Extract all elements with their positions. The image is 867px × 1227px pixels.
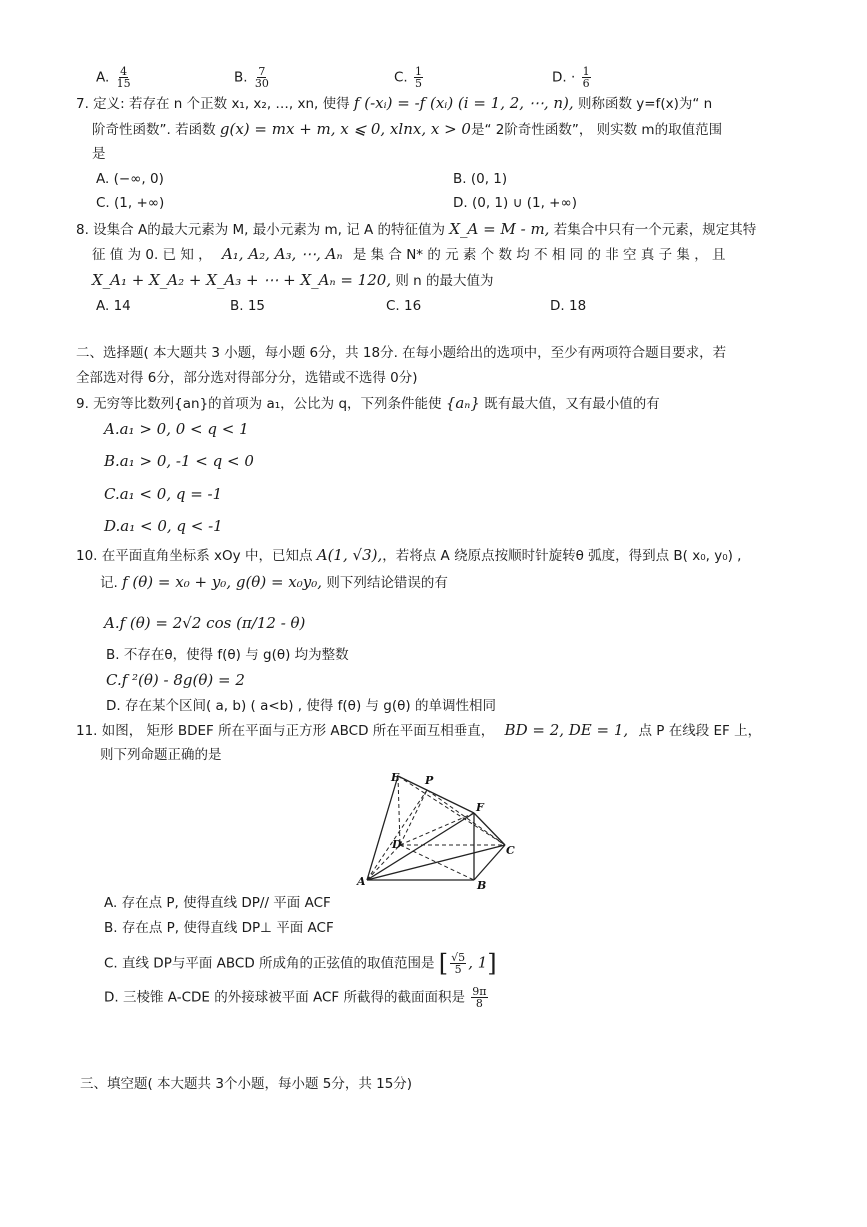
q8-option-b: B. 15 [230,298,266,314]
q8-line1: 8. 设集合 A的最大元素为 M, 最小元素为 m, 记 A 的特征值为 X_A = M - m, 若集合中只有一个元素，规定其特 [76,220,757,238]
q7-option-d: D. (0, 1) ∪ (1, +∞) [453,195,577,211]
q9-option-c: C.a₁ < 0, q = -1 [104,485,223,503]
q6-option-b: B. $\frac{7}{30}$ [234,65,269,90]
edge-ed [398,776,400,845]
label-b: B [477,879,487,890]
q6-c-fraction: $\frac{1}{5}$ [415,65,423,90]
q11-line2: 则下列命题正确的是 [100,747,222,763]
edge-ac [367,845,505,880]
q10-option-b: B. 不存在θ，使得 f(θ) 与 g(θ) 均为整数 [106,647,349,663]
geometry-figure [355,768,525,890]
q7-line2: 阶奇性函数”. 若函数 g(x) = mx + m, x ⩽ 0, xlnx, x > 0是“ 2阶奇性函数”， 则实数 m的取值范围 [92,120,723,138]
q10-line2: 记. f (θ) = x₀ + y₀, g(θ) = x₀y₀, 则下列结论错误的有 [100,573,448,591]
edge-fc [474,813,505,845]
q7-option-b: B. (0, 1) [453,171,508,187]
edge-bc [474,845,505,880]
label-a: A [357,875,366,888]
q7-line3: 是 [92,146,106,162]
label-p: P [425,774,434,787]
q9-option-a: A.a₁ > 0, 0 < q < 1 [104,420,249,438]
q11-line1: 11. 如图， 矩形 BDEF 所在平面与正方形 ABCD 所在平面互相垂直， BD = 2, DE = 1, 点 P 在线段 EF 上， [76,721,762,739]
q11-option-d: D. 三棱锥 A-CDE 的外接球被平面 ACF 所截得的截面面积是 $\frac{9\pi}{8}$ [104,985,487,1010]
q11-option-a: A. 存在点 P, 使得直线 DP// 平面 ACF [104,895,331,911]
q7-option-c: C. (1, +∞) [96,195,165,211]
edge-ae [367,776,398,880]
q9-option-b: B.a₁ > 0, -1 < q < 0 [104,452,254,470]
edge-dp [400,790,427,845]
q6-a-fraction: $\frac{4}{15}$ [116,65,131,90]
label-f: F [476,801,484,814]
q8-option-a: A. 14 [96,298,131,314]
q10-line1: 10. 在平面直角坐标系 xOy 中，已知点 A(1, √3),，若将点 A 绕原点按顺时针旋转θ 弧度，得到点 B( x₀, y₀) , [76,546,742,564]
edge-ec [398,776,505,845]
q8-line3: X_A₁ + X_A₂ + X_A₃ + ⋯ + X_Aₙ = 120, 则 n 的最大值为 [92,271,494,289]
q10-option-d: D. 存在某个区间( a, b) ( a<b) , 使得 f(θ) 与 g(θ) 的单调性相同 [106,698,496,714]
section2-heading-line2: 全部选对得 6分，部分选对得部分分，选错或不选得 0分) [76,370,418,386]
q10-option-a: A.f (θ) = 2√2 cos (π/12 - θ) [104,614,306,632]
section2-heading-line1: 二、选择题( 本大题共 3 小题，每小题 6分，共 18分. 在每小题给出的选项中，至少有两项符合题目要求，若 [76,345,727,361]
q9-option-d: D.a₁ < 0, q < -1 [104,517,223,535]
q8-option-d: D. 18 [550,298,587,314]
q6-option-c: C. $\frac{1}{5}$ [394,65,423,90]
edge-af [367,813,474,880]
q11-c-fraction: $\frac{√5}{5}$ [451,951,466,976]
q8-line2: 征 值 为 0. 已 知 ， A₁, A₂, A₃, ⋯, Aₙ 是 集 合 N* 的 元 素 个 数 均 不 相 同 的 非 空 真 子 集 ， 且 [92,245,726,263]
label-e: E [391,771,400,784]
edge-ef [398,776,474,813]
label-c: C [506,844,515,857]
section3-heading: 三、填空题( 本大题共 3个小题，每小题 5分，共 15分) [80,1076,413,1092]
label-d: D [392,838,402,851]
q10-option-c: C.f ²(θ) - 8g(θ) = 2 [106,671,245,689]
q7-line1: 7. 定义: 若存在 n 个正数 x₁, x₂, …, xn, 使得 f (-xᵢ) = -f (xᵢ) (i = 1, 2, ⋯, n), 则称函数 y=f(x)为“ n [76,94,713,112]
q6-option-a: A. $\frac{4}{15}$ [96,65,131,90]
q9-line1: 9. 无穷等比数列{an}的首项为 a₁，公比为 q，下列条件能使 {aₙ} 既有最大值，又有最小值的有 [76,394,660,412]
q8-option-c: C. 16 [386,298,422,314]
q11-d-fraction: $\frac{9\pi}{8}$ [472,985,487,1010]
q6-option-d: D. · $\frac{1}{6}$ [552,65,590,90]
q6-b-fraction: $\frac{7}{30}$ [254,65,269,90]
q7-option-a: A. (−∞, 0) [96,171,164,187]
q11-option-b: B. 存在点 P, 使得直线 DP⊥ 平面 ACF [104,920,334,936]
q11-option-c: C. 直线 DP与平面 ABCD 所成角的正弦值的取值范围是 [ $\frac{√5}{5}$ , 1] [104,949,497,978]
q6-d-fraction: $\frac{1}{6}$ [582,65,590,90]
